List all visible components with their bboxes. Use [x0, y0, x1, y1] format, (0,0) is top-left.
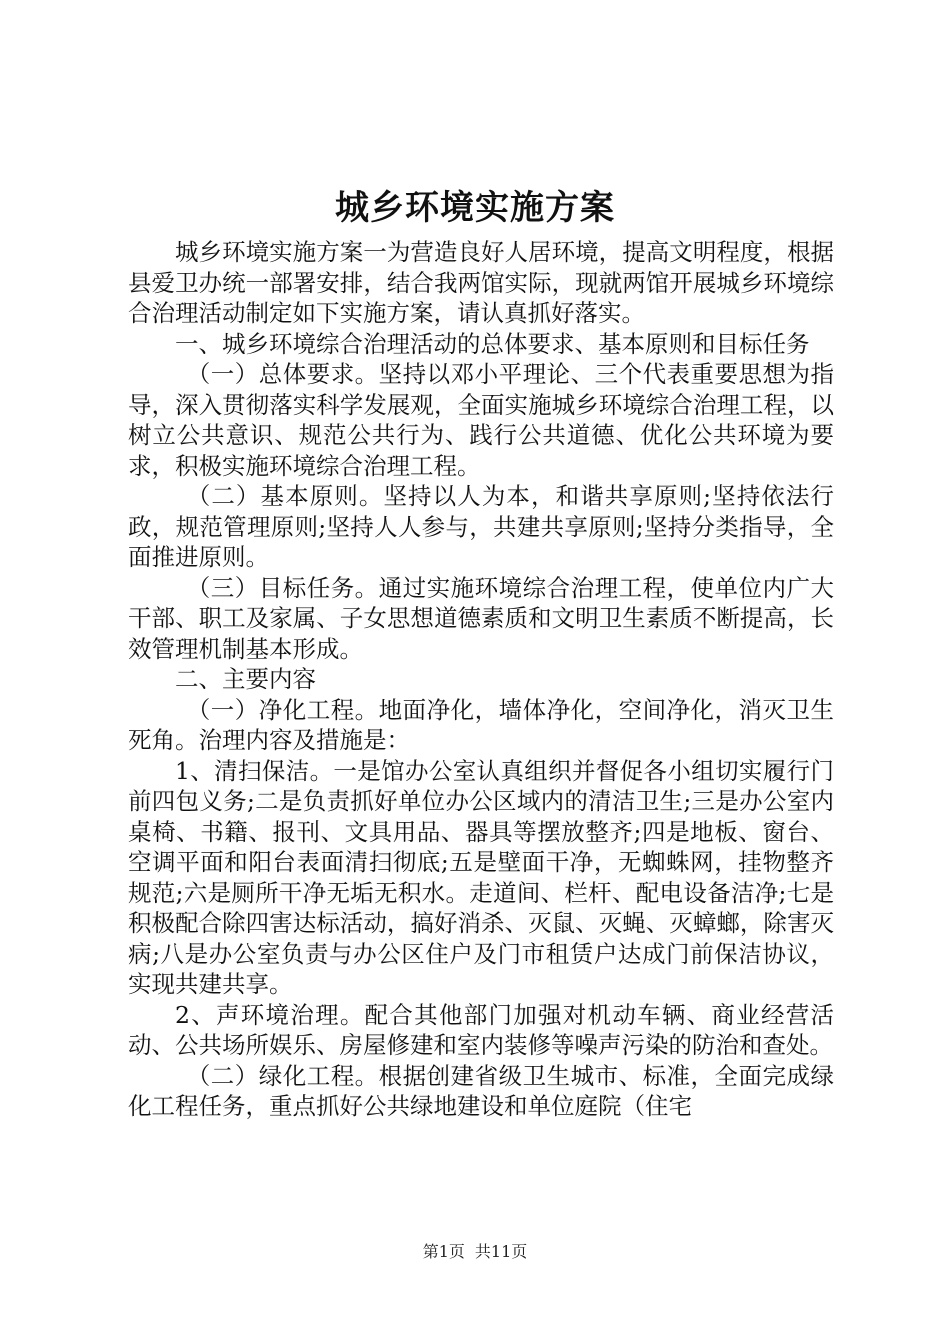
paragraph-noise-control: 2、声环境治理。配合其他部门加强对机动车辆、商业经营活动、公共场所娱乐、房屋修建和室内装修等噪声污染的防治和查处。	[128, 1000, 834, 1059]
section-heading-2: 二、主要内容	[175, 665, 316, 693]
paragraph-purification-project: （一）净化工程。地面净化，墙体净化，空间净化，消灭卫生死角。治理内容及措施是：	[128, 695, 834, 754]
section-heading-1: 一、城乡环境综合治理活动的总体要求、基本原则和目标任务	[175, 329, 810, 358]
page-total: 共11页	[474, 1242, 528, 1261]
paragraph-cleaning: 1、清扫保洁。一是馆办公室认真组织并督促各小组切实履行门前四包义务;二是负责抓好单位办公区域内的清洁卫生;三是办公室内桌椅、书籍、报刊、文具用品、器具等摆放整齐;四是地板、窗台、空调平面和阳台表面清扫彻底;五是壁面干净，无蜘蛛网，挂物整齐规范;六是厕所干净无垢无积水。走道间、栏杆、配电设备洁净;七是积极配合除四害达标活动，搞好消杀、灭鼠、灭蝇、灭蟑螂，除害灭病;八是办公室负责与办公区住户及门市租赁户达成门前保洁协议，实现共建共享。	[128, 756, 834, 998]
paragraph-greening-project: （二）绿化工程。根据创建省级卫生城市、标准，全面完成绿化工程任务，重点抓好公共绿地建设和单位庭院（住宅	[128, 1061, 834, 1120]
paragraph-basic-principles: （二）基本原则。坚持以人为本，和谐共享原则;坚持依法行政，规范管理原则;坚持人人参与，共建共享原则;坚持分类指导，全面推进原则。	[128, 482, 834, 571]
page-number: 第1页	[422, 1242, 465, 1261]
paragraph-intro: 城乡环境实施方案一为营造良好人居环境，提高文明程度，根据县爱卫办统一部署安排，结合我两馆实际，现就两馆开展城乡环境综合治理活动制定如下实施方案，请认真抓好落实。	[128, 238, 834, 327]
document-body	[128, 237, 834, 1122]
page-footer	[0, 1241, 950, 1263]
paragraph-general-requirements: （一）总体要求。坚持以邓小平理论、三个代表重要思想为指导，深入贯彻落实科学发展观，全面实施城乡环境综合治理工程，以树立公共意识、规范公共行为、践行公共道德、优化公共环境为要求，积极实施环境综合治理工程。	[128, 360, 834, 480]
paragraph-target-tasks: （三）目标任务。通过实施环境综合治理工程，使单位内广大干部、职工及家属、子女思想道德素质和文明卫生素质不断提高，长效管理机制基本形成。	[128, 573, 834, 663]
document-title: 城乡环境实施方案	[335, 188, 615, 228]
